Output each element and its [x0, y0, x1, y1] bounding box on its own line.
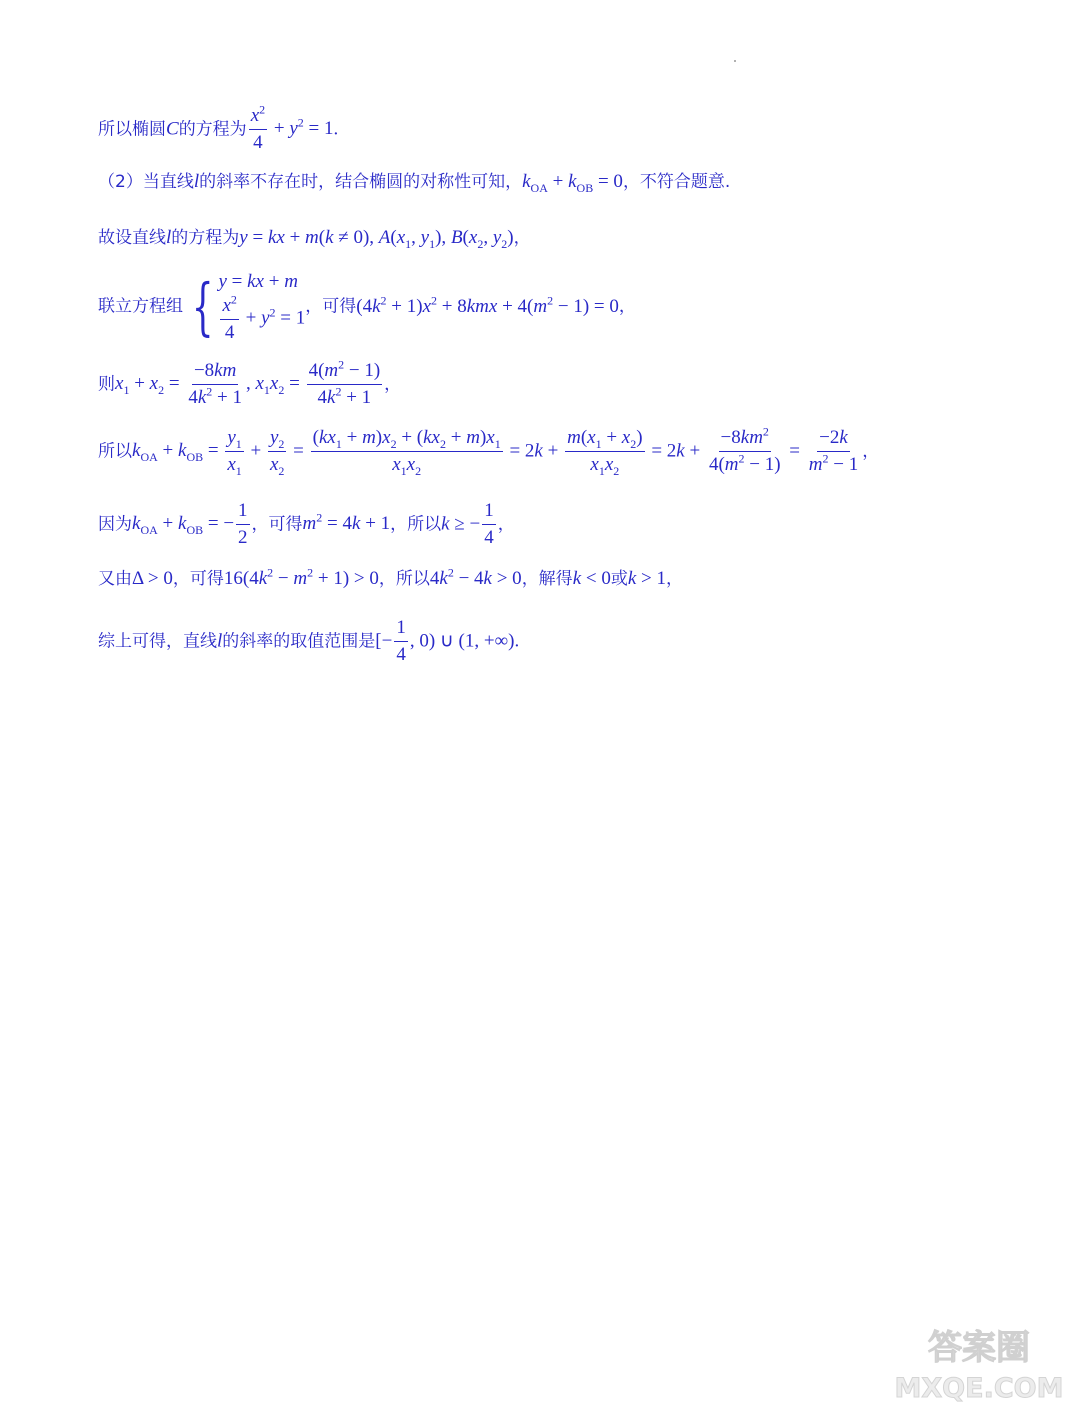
line-part-2: （2）当直线l的斜率不存在时，结合椭圆的对称性可知，$k_{OA} + k_{OB} = 0$，不符合题意. — [98, 171, 731, 195]
fraction: $\frac{y_1}{x_1}$ — [227, 427, 242, 478]
line-ellipse-equation: 所以椭圆C的方程为 $\frac{x^2}{4}$ + $y^2 = 1$. — [98, 102, 339, 153]
fraction: $\frac{(kx_1 + m)x_2 + (kx_2 + m)x_1}{x_1x_2}$ — [312, 427, 501, 478]
fraction: $\frac{m(x_1 + x_2)}{x_1x_2}$ — [567, 427, 643, 478]
equation-system: { y = kx + m $\frac{x^2}{4}$ + $y^2 = 1$ — [191, 269, 306, 343]
fraction: $\frac{-2k}{m^2 - 1}$ — [808, 427, 859, 475]
svg-text:答案圈: 答案圈 — [928, 1328, 1030, 1368]
fraction: $\frac{-8km}{4k^2 + 1}$ — [188, 360, 242, 408]
speck — [734, 60, 736, 62]
svg-text:MXQE.COM: MXQE.COM — [894, 1373, 1064, 1403]
watermark-logo — [890, 1319, 1068, 1403]
line-conclusion: 综上可得，直线l的斜率的取值范围是[− $\frac{1}{4}$ , 0) ∪ (1, +∞). — [98, 617, 520, 665]
line-line-equation: 故设直线l的方程为y = kx + m(k ≠ 0), $A(x_1$, $y_1$), $B(x_2$, $y_2$)， — [98, 227, 531, 251]
fraction: $\frac{-8km^2}{4(m^2 - 1)}$ — [708, 424, 781, 475]
fraction: $\frac{x^2}{4}$ — [250, 102, 266, 153]
line-slope-sum: 所以$k_{OA} + k_{OB}$ = $\frac{y_1}{x_1}$ + $\frac{y_2}{x_2}$ = $\frac{(kx_1 + m)x_2 + (kx_2 + m)x_1}{x_1x_2}$ = 2k + $\frac{m(x_1 + x_2)}{x_1x_2}$ = 2k + $\frac{-8km^2}{4(m^2 - 1)}$ = $\frac{-2k}{m^2 - 1}$ ， — [98, 424, 880, 478]
fraction: $\frac{1}{2}$ — [238, 500, 248, 548]
line-vieta: 则$x_1 + x_2$ = $\frac{-8km}{4k^2 + 1}$ , $x_1x_2$ = $\frac{4(m^2 - 1)}{4k^2 + 1}$ ， — [98, 357, 402, 408]
fraction: $\frac{y_2}{x_2}$ — [269, 427, 285, 478]
fraction: $\frac{4(m^2 - 1)}{4k^2 + 1}$ — [308, 357, 381, 408]
line-system: 联立方程组 { y = kx + m $\frac{x^2}{4}$ + $y^2 = 1$ ，可得$(4k^2 + 1)x^2 + 8kmx + 4(m^2 - 1) = 0$， — [98, 269, 636, 343]
fraction: $\frac{1}{4}$ — [484, 500, 494, 548]
line-discriminant: 又由Δ > 0，可得$16(4k^2 - m^2 + 1) > 0$，所以$4k^2 - 4k > 0$，解得k < 0或k > 1， — [98, 565, 683, 589]
line-condition: 因为$k_{OA} + k_{OB}$ = − $\frac{1}{2}$ ，可得$m^2 = 4k + 1$，所以k ≥ − $\frac{1}{4}$ ， — [98, 500, 515, 548]
fraction: $\frac{1}{4}$ — [396, 617, 406, 665]
